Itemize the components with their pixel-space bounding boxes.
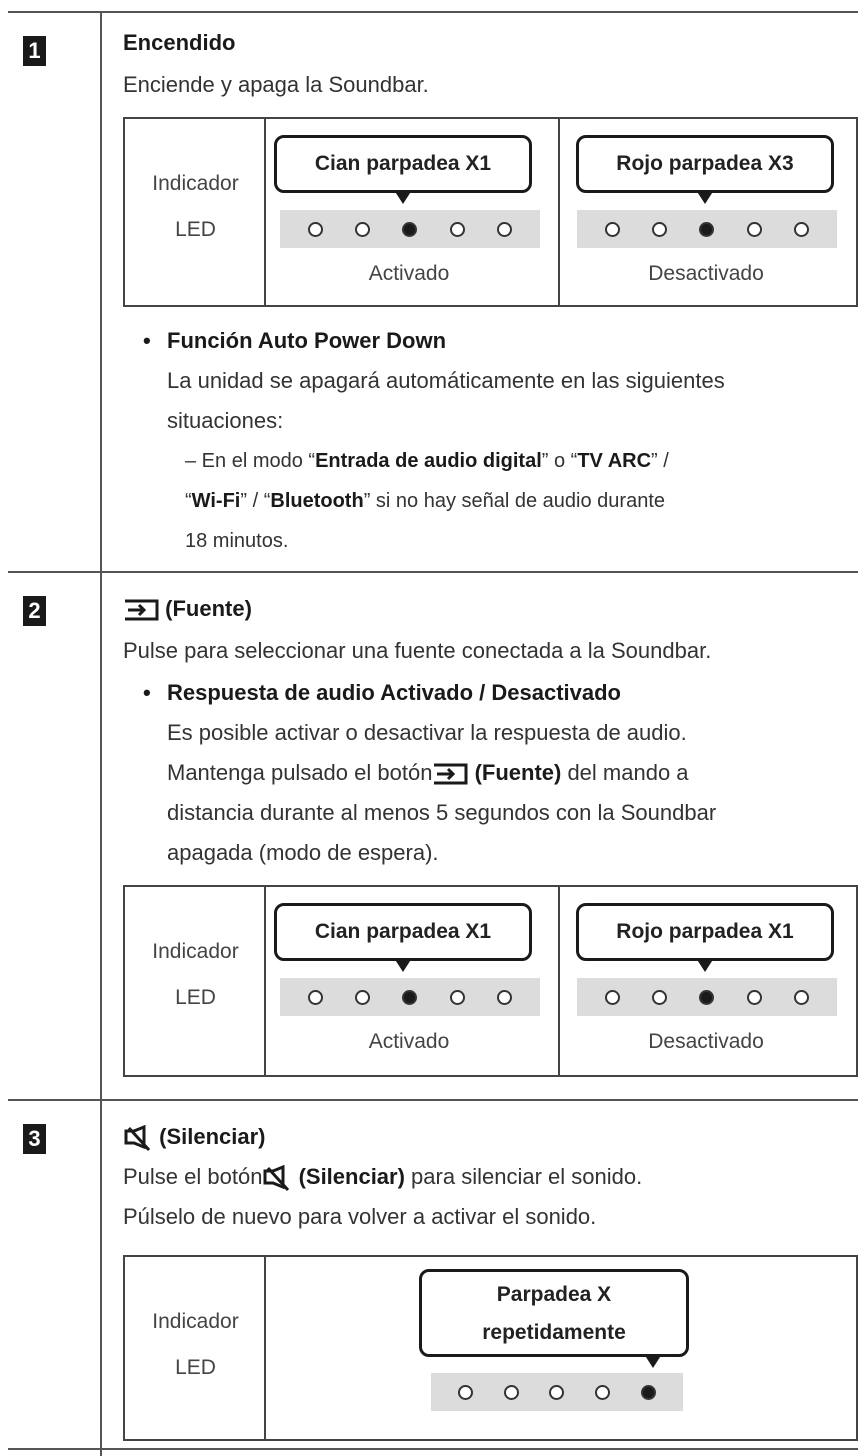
led-state-caption: Desactivado — [648, 262, 764, 285]
bullet-text: La unidad se apagará automáticamente en las siguientes — [167, 368, 725, 393]
bullet-text: apagada (modo de espera). — [167, 840, 439, 865]
section-title: (Fuente) — [123, 596, 252, 622]
bullet-text: situaciones: — [167, 408, 284, 433]
led-strip — [431, 1373, 683, 1411]
led-strip — [280, 978, 540, 1016]
led-off — [747, 222, 762, 237]
led-status-bubble: Cian parpadea X1 — [274, 903, 532, 961]
led-off — [308, 222, 323, 237]
section-description: Enciende y apaga la Soundbar. — [123, 72, 429, 97]
section-number-badge: 1 — [23, 36, 46, 66]
bottom-rule — [8, 1448, 858, 1450]
led-indicator-table — [123, 885, 858, 1077]
section-title: Encendido — [123, 30, 236, 55]
led-status-bubble: Cian parpadea X1 — [274, 135, 532, 193]
source-input-icon — [123, 599, 159, 621]
led-strip — [577, 210, 837, 248]
led-off — [355, 990, 370, 1005]
source-input-icon — [432, 763, 468, 785]
indicator-label: Indicador — [152, 172, 239, 195]
led-off — [450, 990, 465, 1005]
led-off — [355, 222, 370, 237]
led-strip — [280, 210, 540, 248]
led-on — [402, 222, 417, 237]
section-title: (Silenciar) — [123, 1124, 266, 1151]
led-off — [308, 990, 323, 1005]
led-on — [402, 990, 417, 1005]
mute-icon — [262, 1165, 292, 1191]
section-description: Pulse para seleccionar una fuente conectada a la Soundbar. — [123, 638, 712, 663]
led-on — [641, 1385, 656, 1400]
mute-icon — [123, 1125, 153, 1151]
indicator-label: Indicador — [152, 1310, 239, 1333]
led-status-bubble: Rojo parpadea X1 — [576, 903, 834, 961]
top-rule — [8, 11, 858, 13]
bullet-text: Es posible activar o desactivar la respuesta de audio. — [167, 720, 687, 745]
led-state-caption: Activado — [368, 262, 450, 285]
led-off — [497, 990, 512, 1005]
led-on — [699, 222, 714, 237]
led-off — [605, 222, 620, 237]
dash-item: – En el modo “Entrada de audio digital” o “TV ARC” / — [185, 450, 669, 472]
section-divider — [8, 571, 858, 573]
led-off — [794, 990, 809, 1005]
bullet-title: Respuesta de audio Activado / Desactivado — [167, 680, 621, 705]
section-text: Pulse el botón (Silenciar) para silenciar el sonido. — [123, 1164, 642, 1191]
led-status-bubble: Rojo parpadea X3 — [576, 135, 834, 193]
bullet-title: Función Auto Power Down — [167, 328, 447, 353]
section-text: Púlselo de nuevo para volver a activar el sonido. — [123, 1204, 597, 1229]
indicator-label: Indicador — [152, 940, 239, 963]
section-number-badge: 2 — [23, 596, 46, 626]
led-strip — [577, 978, 837, 1016]
led-indicator-table — [123, 1255, 858, 1441]
bullet-text: Mantenga pulsado el botón (Fuente) del mando a — [167, 760, 689, 785]
led-off — [458, 1385, 473, 1400]
led-off — [605, 990, 620, 1005]
bullet-icon: • — [143, 680, 151, 705]
led-label: LED — [175, 1356, 216, 1379]
section-divider — [8, 1099, 858, 1101]
led-indicator-table — [123, 117, 858, 307]
led-off — [504, 1385, 519, 1400]
dash-item: “Wi-Fi” / “Bluetooth” si no hay señal de audio durante — [185, 490, 666, 512]
bullet-text: distancia durante al menos 5 segundos con la Soundbar — [167, 800, 717, 825]
section-number-badge: 3 — [23, 1124, 46, 1154]
column-divider — [100, 12, 102, 1456]
bullet-icon: • — [143, 328, 151, 353]
led-status-bubble: Parpadea X repetidamente — [419, 1269, 689, 1357]
led-off — [497, 222, 512, 237]
led-on — [699, 990, 714, 1005]
led-off — [652, 222, 667, 237]
led-label: LED — [175, 218, 216, 241]
led-off — [794, 222, 809, 237]
led-off — [450, 222, 465, 237]
led-off — [549, 1385, 564, 1400]
led-state-caption: Activado — [368, 1030, 450, 1053]
led-label: LED — [175, 986, 216, 1009]
dash-item: 18 minutos. — [185, 530, 289, 552]
led-state-caption: Desactivado — [648, 1030, 764, 1053]
led-off — [595, 1385, 610, 1400]
led-off — [652, 990, 667, 1005]
led-off — [747, 990, 762, 1005]
